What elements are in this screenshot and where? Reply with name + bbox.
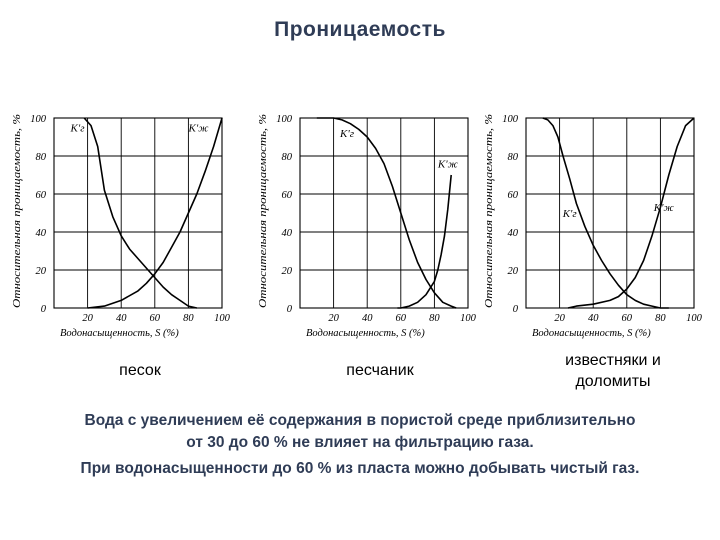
c0-plot-frame	[54, 118, 222, 308]
c2-ytick-label: 80	[507, 152, 518, 163]
c2-xtick-label: 80	[655, 313, 666, 324]
c0-xtick-label: 40	[115, 313, 127, 324]
caption-sand: песок	[119, 362, 161, 379]
caption-limestone: известняки и доломиты	[565, 352, 661, 390]
c0-ylabel: Относительная проницаемость, %	[12, 148, 23, 308]
c1-xtick-label: 100	[460, 313, 476, 324]
c0-ytick-label: 0	[40, 304, 46, 315]
c0-ytick-label: 80	[35, 152, 46, 163]
c0-xtick-label: 100	[214, 313, 230, 324]
c0-series-water-label: K'ж	[188, 122, 209, 135]
c2-ytick-label: 20	[507, 266, 518, 277]
c1-ytick-label: 80	[281, 152, 292, 163]
c1-ytick-label: 0	[286, 304, 292, 315]
slide-title: Проницаемость	[274, 18, 446, 41]
c2-series-water-line	[568, 118, 694, 308]
note-line-3: При водонасыщенности до 60 % из пласта можно добывать чистый газ.	[80, 460, 640, 477]
c2-series-gas-label: K'г	[562, 207, 577, 220]
chart-limestone	[480, 100, 712, 350]
c1-ytick-label: 100	[276, 114, 292, 125]
c2-ytick-label: 100	[502, 114, 518, 125]
c2-ytick-label: 60	[507, 190, 518, 201]
c2-xtick-label: 100	[686, 313, 702, 324]
c2-xlabel: Водонасыщенность, S (%)	[532, 328, 651, 339]
c2-ytick-label: 0	[512, 304, 518, 315]
chart-sand-svg	[8, 100, 240, 350]
c1-xtick-label: 60	[395, 313, 407, 324]
c1-xtick-label: 40	[361, 313, 373, 324]
c2-ytick-label: 40	[507, 228, 518, 239]
c1-xtick-label: 80	[429, 313, 440, 324]
c1-ytick-label: 60	[281, 190, 292, 201]
c1-xtick-label: 20	[328, 313, 339, 324]
c1-series-gas-label: K'г	[340, 128, 355, 140]
c0-ytick-label: 40	[35, 228, 46, 239]
c1-ylabel: Относительная проницаемость, %	[258, 148, 269, 308]
chart-sand	[8, 100, 240, 350]
c0-ytick-label: 60	[35, 190, 46, 201]
c0-ytick-label: 20	[35, 266, 46, 277]
c0-series-gas-label: K'г	[70, 122, 85, 135]
c2-xtick-label: 40	[587, 313, 599, 324]
c0-xtick-label: 80	[183, 313, 194, 324]
c0-xlabel: Водонасыщенность, S (%)	[60, 328, 179, 339]
chart-limestone-svg	[480, 100, 712, 350]
c2-ylabel: Относительная проницаемость, %	[484, 148, 495, 308]
c1-ytick-label: 40	[281, 228, 292, 239]
chart-sandstone-svg	[254, 100, 486, 350]
c1-xlabel: Водонасыщенность, S (%)	[306, 328, 425, 339]
c0-xtick-label: 20	[82, 313, 93, 324]
c2-xtick-label: 20	[554, 313, 565, 324]
c1-plot-frame	[300, 118, 468, 308]
chart-sandstone	[254, 100, 486, 350]
c0-xtick-label: 60	[149, 313, 161, 324]
note-line-1: Вода с увеличением её содержания в пористой среде приблизительно	[84, 412, 636, 429]
c2-xtick-label: 60	[621, 313, 633, 324]
c1-ytick-label: 20	[281, 266, 292, 277]
c0-series-gas-line	[84, 118, 197, 308]
c2-series-water-label: K'ж	[653, 202, 674, 215]
c0-ytick-label: 100	[30, 114, 46, 125]
caption-sandstone: песчаник	[346, 362, 414, 379]
c1-series-water-label: K'ж	[437, 158, 458, 171]
c2-series-gas-line	[543, 118, 669, 308]
c1-series-water-line	[397, 175, 451, 308]
note-line-2: от 30 до 60 % не влияет на фильтрацию газа.	[186, 434, 534, 451]
